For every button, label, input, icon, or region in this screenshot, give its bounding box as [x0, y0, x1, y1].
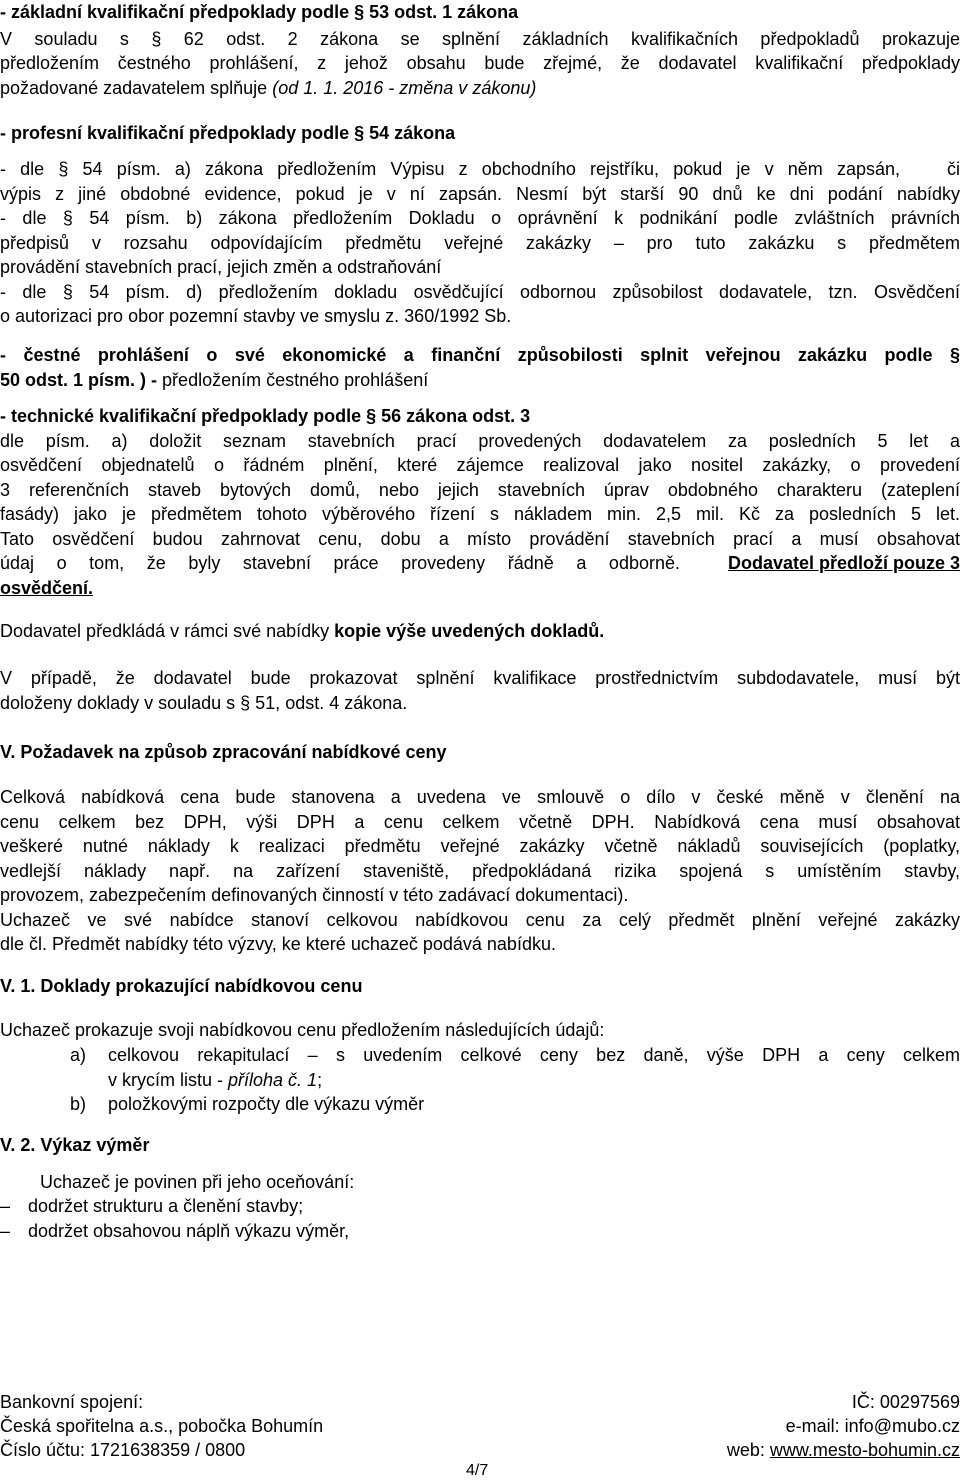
- paragraph-line: Uchazeč prokazuje svoji nabídkovou cenu předložením následujících údajů:: [0, 1020, 605, 1040]
- section-economic-declaration: [0, 343, 960, 392]
- paragraph-line: cenu celkem bez DPH, výši DPH a cenu celkem včetně DPH. Nabídková cena musí obsahovat: [0, 811, 960, 832]
- paragraph-copies: [0, 619, 960, 644]
- italic-note: (od 1. 1. 2016 - změna v zákonu): [272, 77, 537, 98]
- paragraph-line: předložením čestného prohlášení, z jehož obsahu bude zřejmé, že dodavatel kvalifikační předpoklady: [0, 53, 960, 73]
- text-fragment: Dodavatel předkládá v rámci své nabídky: [0, 621, 335, 641]
- section-heading: V. 1. Doklady prokazující nabídkovou cenu: [0, 976, 363, 996]
- section-heading: - profesní kvalifikační předpoklady podle § 54 zákona: [0, 123, 456, 143]
- list-item-text: dodržet obsahovou náplň výkazu výměr,: [28, 1221, 350, 1241]
- paragraph-line: [0, 619, 960, 644]
- list-item-text: [108, 1043, 960, 1092]
- underlined-emphasis: osvědčení.: [0, 577, 94, 598]
- paragraph-line: [0, 76, 960, 101]
- paragraph-line: provádění stavebních prací, jejich změn a odstraňování: [0, 257, 442, 277]
- section-basic-qualification: [0, 0, 960, 100]
- bold-fragment: 50 odst. 1 písm. ) -: [0, 369, 163, 390]
- paragraph-line: Uchazeč ve své nabídce stanoví celkovou nabídkovou cenu za celý předmět plnění veřejné zakázky: [0, 909, 960, 930]
- paragraph-line: vedlejší náklady např. na zařízení staveniště, předpokládaná rizika spojená s umístěním stavby,: [0, 860, 960, 881]
- paragraph-line: Celková nabídková cena bude stanovena a uvedena ve smlouvě o dílo v české měně v členění na: [0, 787, 960, 807]
- list-marker: b): [70, 1094, 87, 1114]
- paragraph-line: - čestné prohlášení o své ekonomické a finanční způsobilosti splnit veřejnou zakázku podle §: [0, 345, 960, 365]
- bank-name: Česká spořitelna a.s., pobočka Bohumín: [0, 1416, 324, 1436]
- section-v-price: [0, 740, 960, 765]
- account-number: Číslo účtu: 1721638359 / 0800: [0, 1440, 246, 1460]
- section-technical-qualification: [0, 404, 960, 600]
- list-item-text: [108, 1092, 960, 1117]
- dash-bullet: –: [0, 1196, 11, 1216]
- section-professional-body: [0, 157, 960, 329]
- bold-fragment: kopie výše uvedených dokladů.: [334, 621, 605, 641]
- paragraph-line: Tato osvědčení budou zahrnovat cenu, dobu a místo provádění stavebních prací a musí obsahovat: [0, 528, 960, 549]
- paragraph-line: [0, 551, 960, 576]
- text-fragment: požadované zadavatelem splňuje: [0, 77, 273, 98]
- page-number: 4/7: [466, 1462, 489, 1479]
- list-item: [0, 1043, 960, 1092]
- section-v1-documents: [0, 974, 960, 999]
- paragraph-line: osvědčení objednatelů o řádném plnění, které zájemce realizoval jako nositel zakázky, o provedení: [0, 455, 960, 475]
- paragraph-line: V případě, že dodavatel bude prokazovat splnění kvalifikace prostřednictvím subdodavatele, musí být: [0, 668, 960, 688]
- email-contact: e-mail: info@mubo.cz: [785, 1416, 960, 1436]
- paragraph-line: celkovou rekapitulací – s uvedením celkové ceny bez daně, výše DPH a ceny celkem: [108, 1045, 960, 1065]
- section-v2-bill: [0, 1133, 960, 1158]
- paragraph-line: dle písm. a) doložit seznam stavebních prací provedených dodavatelem za posledních 5 let a: [0, 430, 960, 451]
- paragraph-line: předpisů v rozsahu odpovídajícím předmětu veřejné zakázky – pro tuto zakázku s předmětem: [0, 232, 960, 253]
- paragraph-line: veškeré nutné náklady k realizaci předmětu veřejné zakázky včetně nákladů souvisejících (poplatky,: [0, 836, 960, 856]
- section-professional-qualification: [0, 121, 960, 146]
- list-item: [0, 1092, 960, 1117]
- paragraph-line: výpis z jiné obdobné evidence, pokud je v ní zapsán. Nesmí být starší 90 dnů ke dni podání nabídky: [0, 183, 960, 204]
- paragraph-line: o autorizaci pro obor pozemní stavby ve smyslu z. 360/1992 Sb.: [0, 306, 512, 326]
- section-heading: - základní kvalifikační předpoklady podle § 53 odst. 1 zákona: [0, 2, 519, 22]
- paragraph-line: fasády) jako je předmětem tohoto výběrového řízení s nákladem min. 2,5 mil. Kč za posledních 5 let.: [0, 504, 960, 524]
- text-fragment: ;: [317, 1069, 323, 1090]
- section-v2-intro: [40, 1170, 940, 1195]
- section-heading: - technické kvalifikační předpoklady podle § 56 zákona odst. 3: [0, 406, 531, 426]
- text-fragment: předložením čestného prohlášení: [162, 369, 429, 390]
- paragraph-line: [108, 1068, 960, 1093]
- web-contact: [727, 1438, 960, 1463]
- list-marker: a): [70, 1045, 87, 1065]
- paragraph-line: V souladu s § 62 odst. 2 zákona se splnění základních kvalifikačních předpokladů prokazuje: [0, 28, 960, 49]
- text-fragment: údaj o tom, že byly stavební práce provedeny řádně a odborně.: [0, 553, 680, 573]
- section-v1-intro: [0, 1018, 960, 1043]
- bank-label: Bankovní spojení:: [0, 1392, 144, 1412]
- paragraph-line: - dle § 54 písm. b) zákona předložením Dokladu o oprávnění k podnikání podle zvláštních právních: [0, 208, 960, 228]
- paragraph-line: položkovými rozpočty dle výkazu výměr: [108, 1094, 425, 1114]
- paragraph-subcontractor: [0, 666, 960, 715]
- paragraph-line: dle čl. Předmět nabídky této výzvy, ke které uchazeč podává nabídku.: [0, 934, 556, 954]
- web-link[interactable]: www.mesto-bohumin.cz: [769, 1440, 960, 1460]
- dash-bullet: –: [0, 1221, 11, 1241]
- italic-fragment: příloha č. 1: [228, 1069, 318, 1090]
- paragraph-line: [0, 157, 960, 182]
- text-fragment: či: [947, 159, 960, 179]
- paragraph-line: 3 referenčních staveb bytových domů, nebo jejich stavebních úprav obdobného charakteru (zateplení: [0, 479, 960, 500]
- list-item-text: dodržet strukturu a členění stavby;: [28, 1196, 304, 1216]
- paragraph-line: doloženy doklady v souladu s § 51, odst. 4 zákona.: [0, 692, 408, 713]
- text-fragment: v krycím listu -: [108, 1069, 228, 1090]
- paragraph-line: [0, 368, 960, 393]
- paragraph-line: [0, 576, 960, 601]
- paragraph-line: - dle § 54 písm. d) předložením dokladu osvědčující odbornou způsobilost dodavatele, tzn. Osvědčení: [0, 281, 960, 302]
- underlined-emphasis: Dodavatel předloží pouze 3: [727, 553, 960, 573]
- section-v-body: [0, 785, 960, 957]
- paragraph-line: Uchazeč je povinen při jeho oceňování:: [40, 1172, 355, 1192]
- text-fragment: - dle § 54 písm. a) zákona předložením Výpisu z obchodního rejstříku, pokud je v něm zapsán,: [0, 159, 900, 179]
- section-heading: V. 2. Výkaz výměr: [0, 1135, 150, 1155]
- company-id: IČ: 00297569: [851, 1392, 960, 1412]
- section-heading: V. Požadavek na způsob zpracování nabídkové ceny: [0, 742, 447, 762]
- web-label: web:: [726, 1440, 770, 1460]
- paragraph-line: provozem, zabezpečením definovaných činností v této zadávací dokumentaci).: [0, 885, 629, 905]
